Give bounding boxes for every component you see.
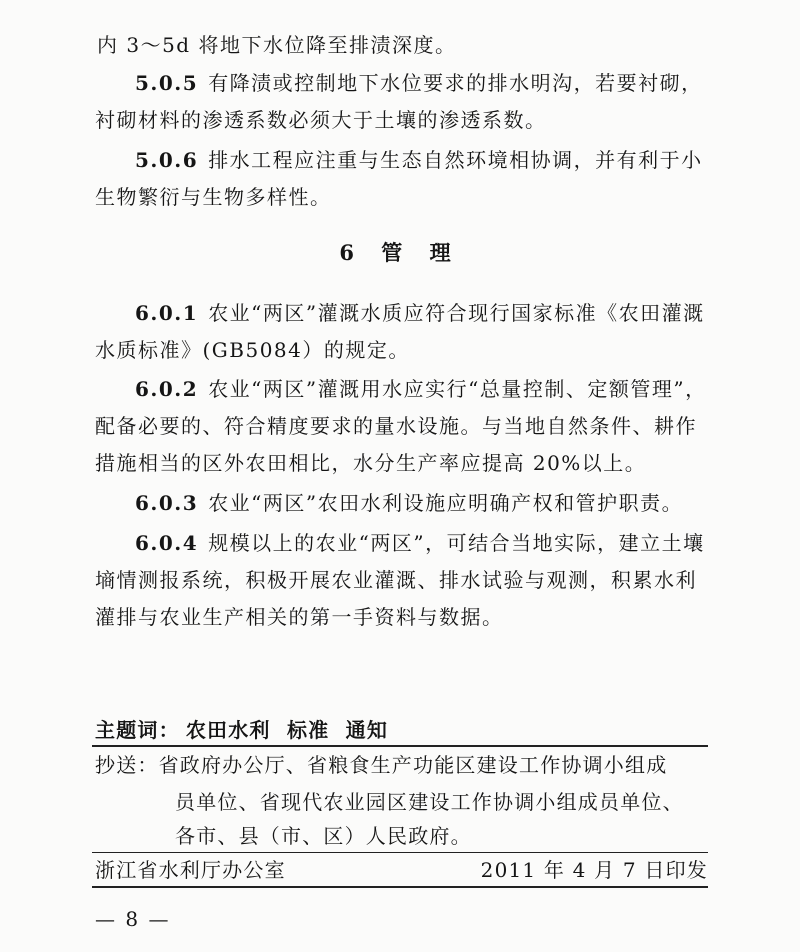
clause-text: 措施相当的区外农田相比，水分生产率应提高 20%以上。 [95,451,647,475]
clause-text: 水质标准》(GB5084）的规定。 [95,338,410,362]
clause-number: 6.0.3 [135,491,199,515]
clause-text: 衬砌材料的渗透系数必须大于土壤的渗透系数。 [95,108,547,132]
keywords-value: 农田水利 标准 通知 [185,718,389,742]
copy-to-line: 各市、县（市、区）人民政府。 [175,824,472,848]
chapter-heading: 6 管 理 [339,240,461,265]
issuing-office: 浙江省水利厅办公室 [95,858,286,882]
clause-text: 排水工程应注重与生态自然环境相协调，并有利于小 [208,148,703,172]
clause-text: 农业“两区”农田水利设施应明确产权和管护职责。 [208,491,684,515]
copy-to-line: 抄送：省政府办公厅、省粮食生产功能区建设工作协调小组成 [95,753,668,777]
clause-text: 农业“两区”灌溉水质应符合现行国家标准《农田灌溉 [208,301,705,325]
clause-text: 灌排与农业生产相关的第一手资料与数据。 [95,605,504,629]
divider-line [92,886,708,888]
clause-number: 5.0.5 [135,71,199,95]
keywords-label: 主题词： [95,718,180,742]
clause-number: 6.0.4 [135,531,199,555]
divider-line [92,852,708,853]
subject-keywords [95,717,388,743]
clause-text: 规模以上的农业“两区”，可结合当地实际，建立土壤 [208,531,705,555]
print-date: 2011 年 4 月 7 日印发 [480,858,708,882]
clause-text: 有降渍或控制地下水位要求的排水明沟，若要衬砌， [208,71,703,95]
clause-number: 6.0.2 [135,377,199,401]
clause-text: 农业“两区”灌溉用水应实行“总量控制、定额管理”， [208,377,707,401]
divider-line [92,745,708,747]
clause-text: 生物繁衍与生物多样性。 [95,185,332,209]
clause-text: 配备必要的、符合精度要求的量水设施。与当地自然条件、耕作 [95,414,697,438]
clause-text: 墒情测报系统，积极开展农业灌溉、排水试验与观测，积累水利 [95,568,697,592]
page-number: — 8 — [95,907,171,931]
copy-to-line: 员单位、省现代农业园区建设工作协调小组成员单位、 [175,790,684,814]
clause-number: 6.0.1 [135,301,199,325]
continued-text-line: 内 3～5d 将地下水位降至排渍深度。 [97,33,457,57]
clause-number: 5.0.6 [135,148,199,172]
